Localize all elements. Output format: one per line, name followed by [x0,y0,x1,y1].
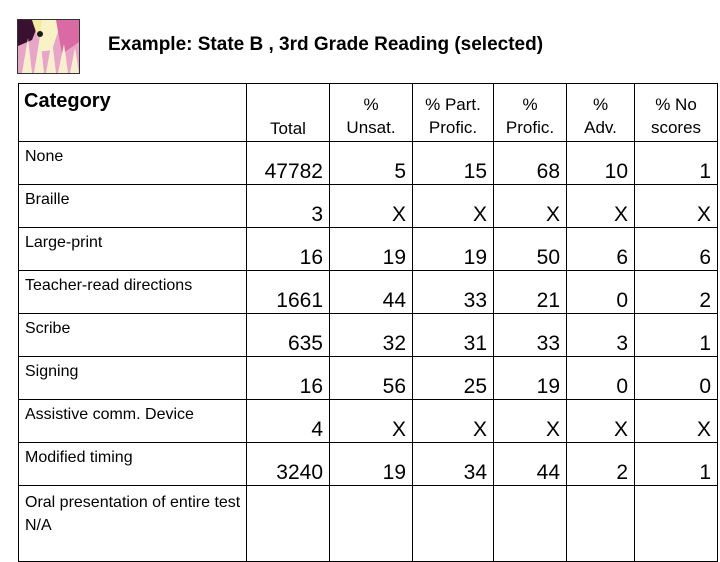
cell-total: 16 [247,357,330,400]
header-total: Total [247,84,330,142]
cell-category: None [19,142,247,185]
decorative-book-pages-icon [17,19,80,74]
cell-unsat: 19 [330,443,413,486]
cell-category: Modified timing [19,443,247,486]
cell-no-scores: 2 [635,271,718,314]
cell-unsat: 44 [330,271,413,314]
accommodations-table [18,83,718,562]
cell-unsat: 5 [330,142,413,185]
cell-unsat: X [330,185,413,228]
cell-category: Large-print [19,228,247,271]
cell-part-profic: 15 [413,142,494,185]
cell-part-profic: X [413,185,494,228]
cell-unsat: 19 [330,228,413,271]
cell-no-scores: X [635,400,718,443]
cell-part-profic: X [413,400,494,443]
cell-profic: 50 [494,228,567,271]
cell-total: 3240 [247,443,330,486]
cell-adv: 0 [567,271,635,314]
cell-adv: 10 [567,142,635,185]
cell-category: Assistive comm. Device [19,400,247,443]
cell-profic: 33 [494,314,567,357]
header-category: Category [19,84,247,142]
cell-no-scores: 1 [635,443,718,486]
cell-part-profic: 25 [413,357,494,400]
header-no-scores: % No scores [635,84,718,142]
header-profic: % Profic. [494,84,567,142]
cell-total: 3 [247,185,330,228]
table-row [19,314,718,357]
cell-part-profic: 31 [413,314,494,357]
cell-category: Teacher-read directions [19,271,247,314]
cell-adv: X [567,400,635,443]
header-unsat: % Unsat. [330,84,413,142]
cell-profic: X [494,400,567,443]
cell-profic: 68 [494,142,567,185]
table-row [19,142,718,185]
cell-adv [567,486,635,562]
table-row [19,228,718,271]
cell-adv: 2 [567,443,635,486]
cell-total: 4 [247,400,330,443]
cell-total: 47782 [247,142,330,185]
cell-no-scores: 6 [635,228,718,271]
cell-category: Signing [19,357,247,400]
cell-category: Braille [19,185,247,228]
cell-part-profic: 33 [413,271,494,314]
cell-part-profic: 19 [413,228,494,271]
cell-part-profic [413,486,494,562]
cell-total: 1661 [247,271,330,314]
cell-no-scores: 1 [635,314,718,357]
header-row [19,84,718,142]
cell-unsat [330,486,413,562]
cell-profic: X [494,185,567,228]
cell-unsat: X [330,400,413,443]
page-title: Example: State B , 3rd Grade Reading (selected) [108,34,544,55]
cell-no-scores: 0 [635,357,718,400]
cell-unsat: 32 [330,314,413,357]
table-row [19,400,718,443]
header-part-profic: % Part. Profic. [413,84,494,142]
cell-part-profic: 34 [413,443,494,486]
cell-no-scores: 1 [635,142,718,185]
cell-category: Oral presentation of entire test N/A [19,486,247,562]
cell-adv: 3 [567,314,635,357]
cell-adv: 6 [567,228,635,271]
cell-total: 635 [247,314,330,357]
cell-adv: 0 [567,357,635,400]
cell-no-scores: X [635,185,718,228]
cell-total [247,486,330,562]
cell-profic: 21 [494,271,567,314]
header-adv: % Adv. [567,84,635,142]
cell-profic: 44 [494,443,567,486]
table-row [19,443,718,486]
cell-profic [494,486,567,562]
table-row [19,185,718,228]
table-row [19,357,718,400]
cell-adv: X [567,185,635,228]
cell-category: Scribe [19,314,247,357]
cell-profic: 19 [494,357,567,400]
table-row [19,271,718,314]
cell-no-scores [635,486,718,562]
cell-total: 16 [247,228,330,271]
cell-unsat: 56 [330,357,413,400]
table-row [19,486,718,562]
